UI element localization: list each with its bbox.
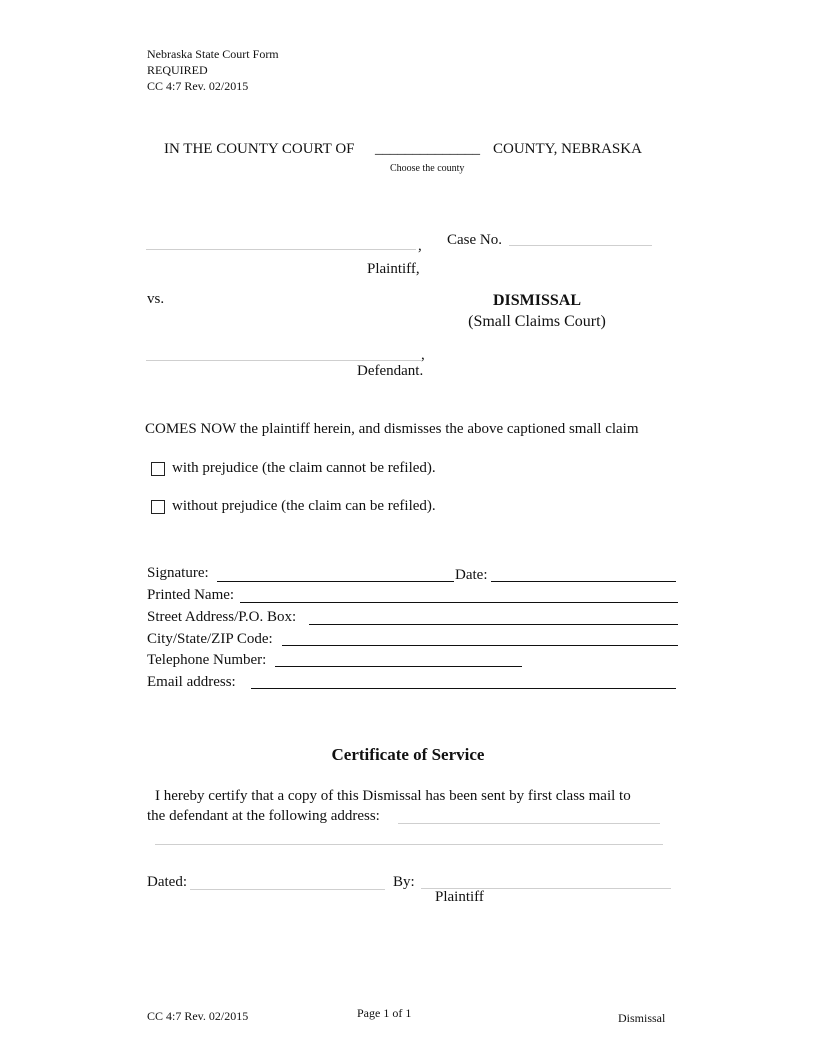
header-line-2: REQUIRED	[147, 63, 208, 77]
telephone-label: Telephone Number:	[147, 652, 267, 668]
dated-label: Dated:	[147, 874, 187, 890]
without-prejudice-checkbox[interactable]	[151, 500, 165, 514]
defendant-address-field-2[interactable]	[155, 844, 663, 845]
telephone-field[interactable]	[275, 666, 522, 667]
footer-page-number: Page 1 of 1	[357, 1006, 412, 1020]
without-prejudice-label: without prejudice (the claim can be refiled).	[172, 498, 436, 514]
county-hint: Choose the county	[390, 163, 465, 174]
case-no-label: Case No.	[447, 232, 502, 248]
vs-label: vs.	[147, 291, 165, 307]
form-header	[147, 46, 279, 94]
defendant-name-field[interactable]	[146, 360, 421, 361]
dated-field[interactable]	[190, 889, 385, 890]
dismissal-statement: COMES NOW the plaintiff herein, and dismisses the above captioned small claim	[145, 421, 639, 437]
certificate-text-line-1: I hereby certify that a copy of this Dismissal has been sent by first class mail to	[155, 788, 631, 804]
city-state-zip-label: City/State/ZIP Code:	[147, 631, 273, 647]
county-select[interactable]: ______________	[375, 141, 480, 157]
city-state-zip-field[interactable]	[282, 645, 678, 646]
signature-label: Signature:	[147, 565, 209, 581]
with-prejudice-checkbox[interactable]	[151, 462, 165, 476]
certificate-plaintiff-label: Plaintiff	[435, 889, 484, 905]
printed-name-label: Printed Name:	[147, 587, 235, 603]
signature-field[interactable]	[217, 581, 454, 582]
header-line-1: Nebraska State Court Form	[147, 47, 279, 61]
footer-document-name: Dismissal	[618, 1011, 666, 1025]
defendant-label: Defendant.	[357, 363, 424, 379]
defendant-address-field[interactable]	[398, 823, 660, 824]
date-label: Date:	[455, 567, 488, 583]
plaintiff-name-field[interactable]	[146, 249, 416, 250]
street-address-label: Street Address/P.O. Box:	[147, 609, 297, 625]
court-prefix: IN THE COUNTY COURT OF	[164, 141, 355, 157]
court-suffix: COUNTY, NEBRASKA	[493, 141, 642, 157]
by-label: By:	[393, 874, 415, 890]
certificate-text-line-2: the defendant at the following address:	[147, 808, 380, 824]
printed-name-field[interactable]	[240, 602, 678, 603]
email-field[interactable]	[251, 688, 676, 689]
footer-form-id: CC 4:7 Rev. 02/2015	[147, 1009, 249, 1023]
certificate-title: Certificate of Service	[331, 745, 485, 764]
defendant-comma: ,	[421, 347, 425, 363]
header-line-3: CC 4:7 Rev. 02/2015	[147, 79, 249, 93]
with-prejudice-label: with prejudice (the claim cannot be refiled).	[172, 460, 436, 476]
street-address-field[interactable]	[309, 624, 678, 625]
date-field[interactable]	[491, 581, 676, 582]
document-title: DISMISSAL	[492, 292, 582, 309]
plaintiff-label: Plaintiff,	[367, 261, 420, 277]
document-subtitle: (Small Claims Court)	[468, 313, 606, 330]
case-no-field[interactable]	[509, 245, 652, 246]
email-label: Email address:	[147, 674, 236, 690]
plaintiff-comma: ,	[418, 238, 422, 254]
